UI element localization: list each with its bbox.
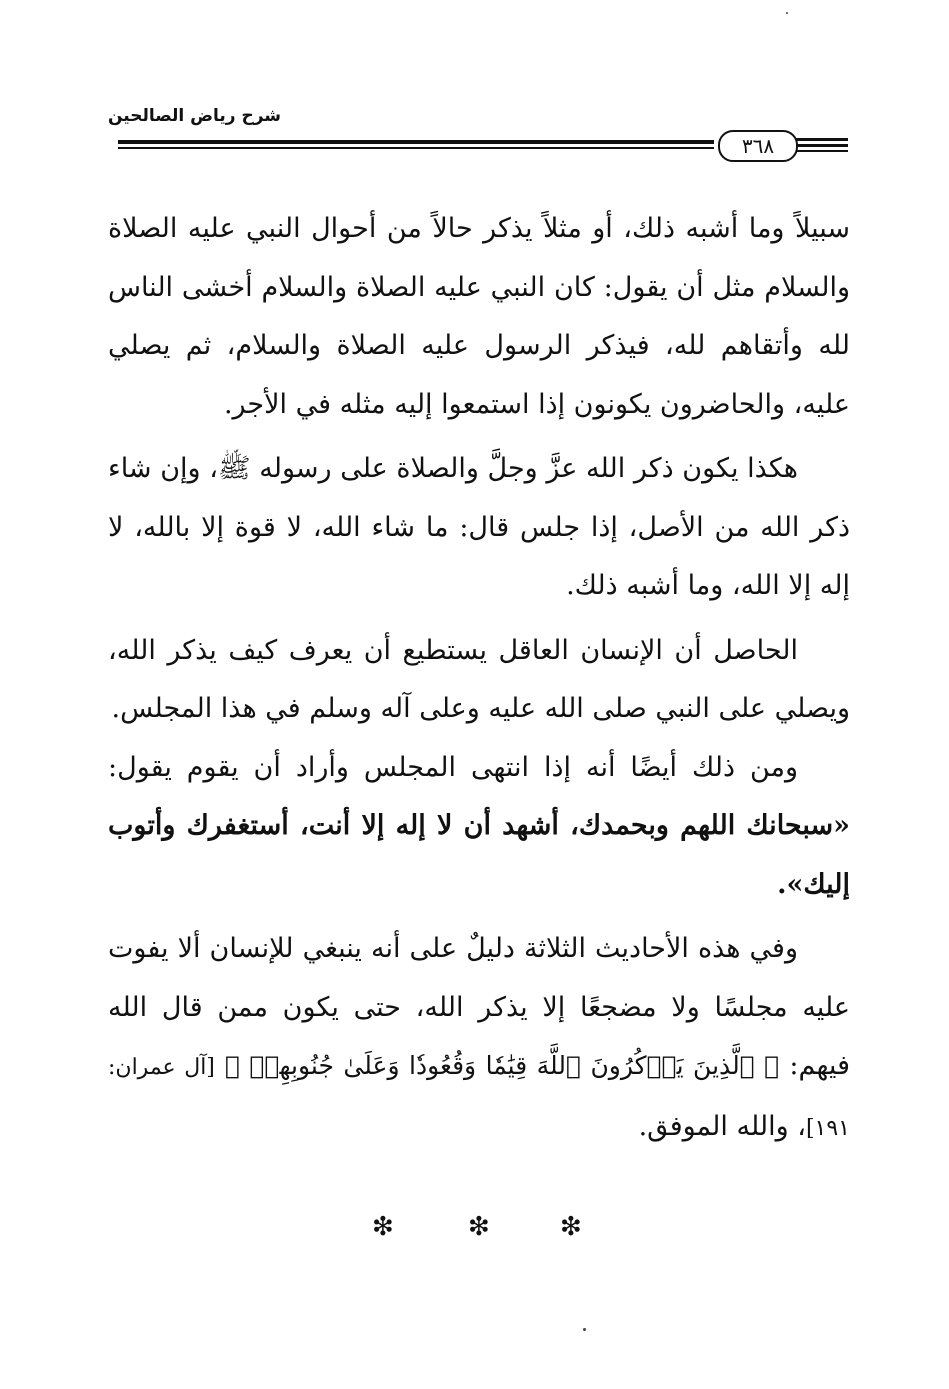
- paragraph-5-closing: ، والله الموفق.: [638, 1110, 806, 1142]
- verse-reference: [آل عمران: ١٩١]: [108, 1055, 850, 1141]
- paragraph-3: الحاصل أن الإنسان العاقل يستطيع أن يعرف كيف يذكر الله، ويصلي على النبي صلى الله عليه وعلى آله وسلم في هذا المجلس.: [108, 634, 850, 724]
- scan-speck: [786, 12, 788, 14]
- asterism-icon: ❇: [560, 1212, 582, 1242]
- paragraph-4: [108, 739, 850, 915]
- asterism-icon: ❇: [468, 1212, 490, 1242]
- header-rule-short: [796, 136, 848, 152]
- quran-verse: ﴿ ٱلَّذِينَ يَذۡكُرُونَ ٱللَّهَ قِيَٰمٗا وَقُعُودٗا وَعَلَىٰ جُنُوبِهِمۡ ﴾: [225, 1051, 780, 1080]
- asterism-icon: ❇: [372, 1212, 394, 1242]
- closing-supplication: «سبحانك اللهم وبحمدك، أشهد أن لا إله إلا أنت، أستغفرك وأتوب إليك».: [108, 810, 850, 900]
- paragraph-1: سبيلاً وما أشبه ذلك، أو مثلاً يذكر حالاً من أحوال النبي عليه الصلاة والسلام مثل أن يقول: كان النبي عليه الصلاة والسلام أخشى الناس لله وأتقاهم لله، فيذكر الرسول عليه الصلاة والسلام، ثم يصلي عليه، والحاضرون يكونون إذا استمعوا إليه مثله في الأجر.: [108, 213, 850, 420]
- paragraph-5-lead: وفي هذه الأحاديث الثلاثة دليلٌ على أنه ينبغي للإنسان ألا يفوت عليه مجلسًا ولا مضجعًا إلا يذكر الله، حتى يكون ممن قال الله فيهم:: [108, 933, 850, 1081]
- paragraph-2: هكذا يكون ذكر الله عزَّ وجلَّ والصلاة على رسوله ﷺ، وإن شاء ذكر الله من الأصل، إذا جلس قال: ما شاء الله، لا قوة إلا بالله، لا إله إلا الله، وما أشبه ذلك.: [108, 453, 850, 601]
- running-header: [107, 96, 848, 166]
- paragraph-4-lead: ومن ذلك أيضًا أنه إذا انتهى المجلس وأراد أن يقوم يقول:: [108, 751, 798, 783]
- page-number: ٣٦٨: [718, 130, 798, 162]
- scan-speck: [583, 1328, 586, 1331]
- paragraph-5: [108, 920, 850, 1158]
- section-separator: [360, 1212, 600, 1248]
- header-rule: [118, 140, 714, 150]
- body-text: [108, 200, 850, 1158]
- book-title: شرح رياض الصالحين: [107, 106, 281, 126]
